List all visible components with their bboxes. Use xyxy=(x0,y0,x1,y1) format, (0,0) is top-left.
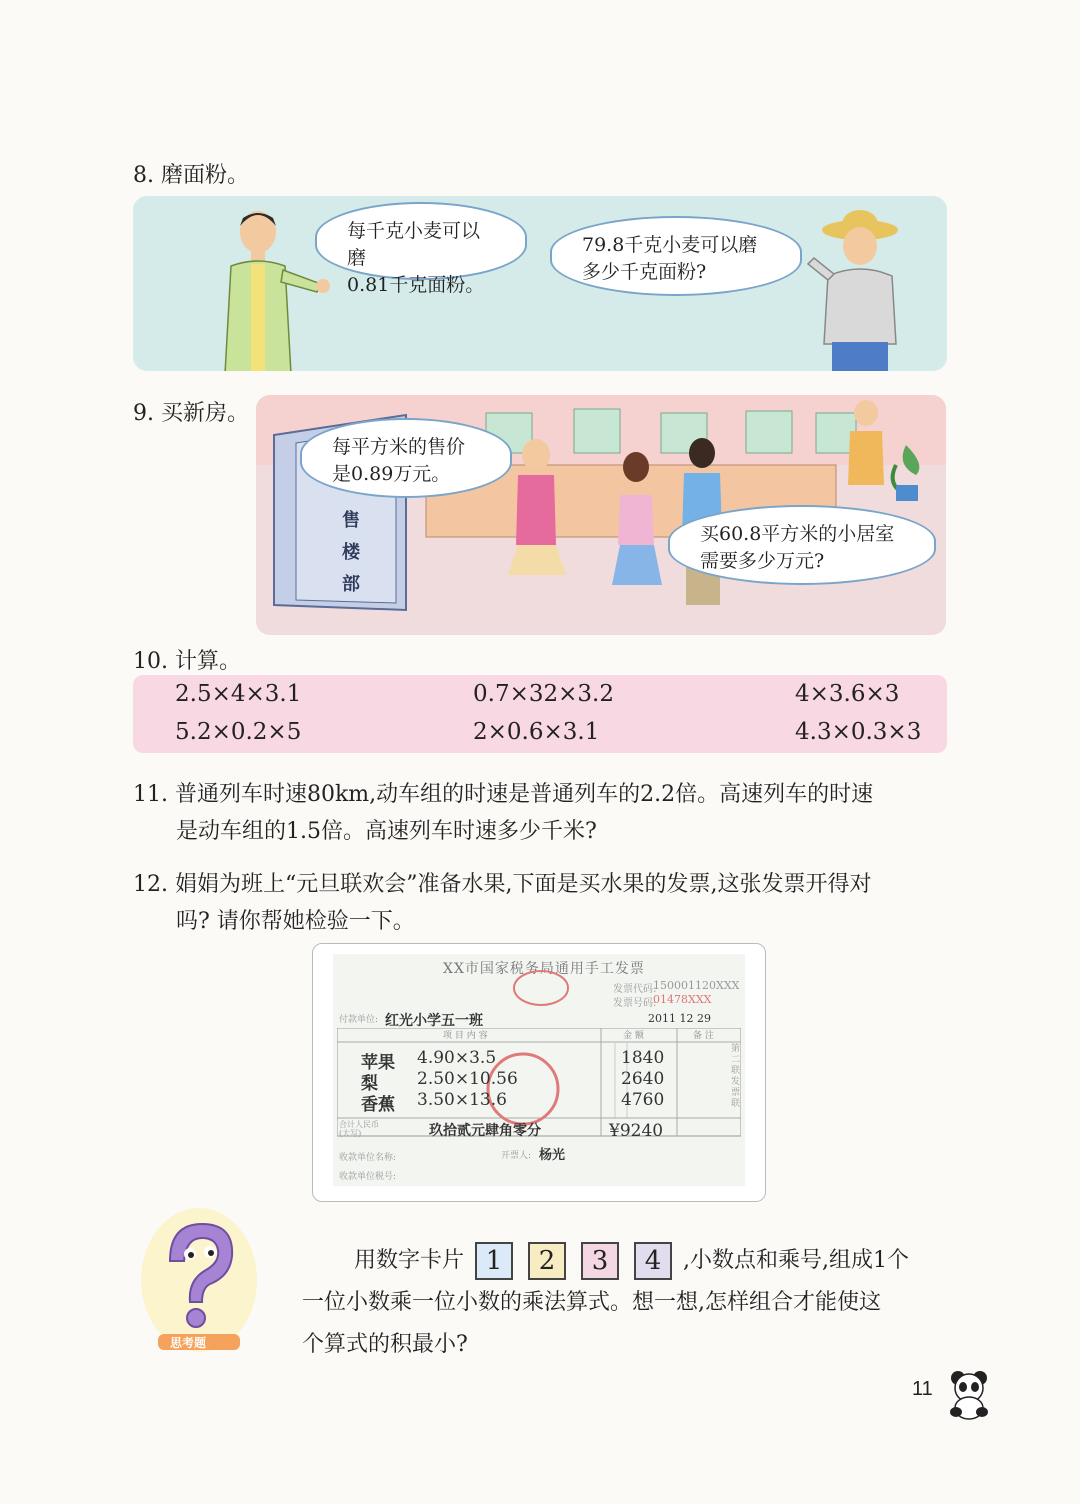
panda-icon xyxy=(944,1368,994,1420)
question-mark-mascot-icon xyxy=(140,1206,258,1354)
think-question-mascot xyxy=(140,1206,258,1354)
item-name: 香蕉 xyxy=(361,1095,395,1115)
item-calc: 4.90×3.5 xyxy=(417,1048,497,1068)
expression: 4.3×0.3×3 xyxy=(795,719,922,745)
total-in-words: 玖拾贰元肆角零分 xyxy=(429,1123,541,1139)
invoice-date: 2011 12 29 xyxy=(648,1012,711,1025)
question-text: 11. 普通列车时速80km,动车组的时速是普通列车的2.2倍。高速列车的时速 xyxy=(133,782,874,807)
think-line-3: 个算式的积最小? xyxy=(302,1332,468,1357)
expression: 0.7×32×3.2 xyxy=(473,681,614,707)
digit-card: 3 xyxy=(581,1242,619,1280)
bubble-text: 每平方米的售价 xyxy=(332,436,466,458)
item-calc: 3.50×13.6 xyxy=(417,1090,507,1110)
bubble-text: 是0.89万元。 xyxy=(332,463,451,485)
item-name: 苹果 xyxy=(361,1053,395,1073)
item-amount: 1840 xyxy=(621,1048,665,1068)
question-text: 12. 娟娟为班上“元旦联欢会”准备水果,下面是买水果的发票,这张发票开得对 xyxy=(133,872,872,897)
bubble-text: 买60.8平方米的小居室 xyxy=(700,523,895,545)
sign-char: 楼 xyxy=(342,542,360,563)
tax-seal-stamp xyxy=(511,968,571,1008)
bubble-text: 需要多少万元? xyxy=(700,550,825,572)
total-label: 合计人民币(大写) xyxy=(339,1120,379,1138)
think-question-text xyxy=(302,1240,962,1366)
total-amount: ¥9240 xyxy=(609,1121,664,1141)
expression: 2×0.6×3.1 xyxy=(473,719,600,745)
digit-card: 1 xyxy=(475,1242,513,1280)
issuer-name: 杨光 xyxy=(539,1148,566,1163)
sign-char: 部 xyxy=(342,574,360,595)
bubble-text: 多少千克面粉? xyxy=(582,261,707,283)
q8-speech-bubble-right xyxy=(550,216,802,296)
sign-text xyxy=(342,505,360,601)
think-text: 用数字卡片 xyxy=(354,1248,465,1273)
bubble-text: 每千克小麦可以磨 xyxy=(347,220,481,269)
invoice-image xyxy=(312,943,766,1202)
invoice-number-label: 发票号码: xyxy=(613,998,657,1009)
payee-label: 收款单位名称: xyxy=(339,1153,397,1163)
expression: 5.2×0.2×5 xyxy=(175,719,302,745)
payer-label: 付款单位: xyxy=(339,1015,379,1025)
question-10-title: 10. 计算。 xyxy=(133,649,241,674)
item-name: 梨 xyxy=(361,1074,378,1094)
think-text: ,小数点和乘号,组成1个 xyxy=(683,1248,909,1273)
question-8-title: 8. 磨面粉。 xyxy=(133,163,249,188)
payee-id-label: 收款单位税号: xyxy=(339,1172,397,1182)
q10-expression-box xyxy=(133,675,947,753)
expression: 2.5×4×3.1 xyxy=(175,681,302,707)
copy-side-text: 第二联 发票联 xyxy=(731,1044,741,1109)
item-amount: 4760 xyxy=(621,1090,665,1110)
question-12 xyxy=(133,866,963,940)
page-number: 11 xyxy=(912,1378,933,1400)
invoice-number: 01478XXX xyxy=(653,993,712,1006)
digit-card: 4 xyxy=(634,1242,672,1280)
think-line-1 xyxy=(302,1240,962,1282)
question-text: 吗? 请你帮她检验一下。 xyxy=(176,909,415,934)
bubble-text: 0.81千克面粉。 xyxy=(347,274,485,296)
expression: 4×3.6×3 xyxy=(795,681,900,707)
item-calc: 2.50×10.56 xyxy=(417,1069,518,1089)
payer-name: 红光小学五一班 xyxy=(385,1013,483,1029)
issuer-label: 开票人: xyxy=(501,1151,532,1161)
question-11 xyxy=(133,776,963,850)
q8-speech-bubble-left xyxy=(315,202,527,296)
item-amount: 2640 xyxy=(621,1069,665,1089)
q9-speech-bubble-right xyxy=(668,505,936,585)
invoice-code: 150001120XXX xyxy=(653,979,740,992)
sign-char: 售 xyxy=(342,510,360,531)
q8-illustration xyxy=(133,196,947,371)
invoice-code-label: 发票代码: xyxy=(613,984,657,995)
column-header-item: 项 目 内 容 xyxy=(443,1031,488,1041)
column-header-amount: 金 额 xyxy=(623,1031,644,1041)
question-text: 是动车组的1.5倍。高速列车时速多少千米? xyxy=(176,819,597,844)
farmer-woman-figure xyxy=(798,204,918,371)
think-badge: 思考题 xyxy=(170,1336,207,1350)
invoice-paper xyxy=(333,954,745,1186)
q9-speech-bubble-left xyxy=(300,418,512,498)
column-header-note: 备 注 xyxy=(693,1031,714,1041)
bubble-text: 79.8千克小麦可以磨 xyxy=(582,234,758,256)
invoice-header: XX市国家税务局通用手工发票 xyxy=(443,961,645,977)
question-9-title: 9. 买新房。 xyxy=(133,401,249,426)
think-line-2: 一位小数乘一位小数的乘法算式。想一想,怎样组合才能使这 xyxy=(302,1290,881,1315)
digit-card: 2 xyxy=(528,1242,566,1280)
